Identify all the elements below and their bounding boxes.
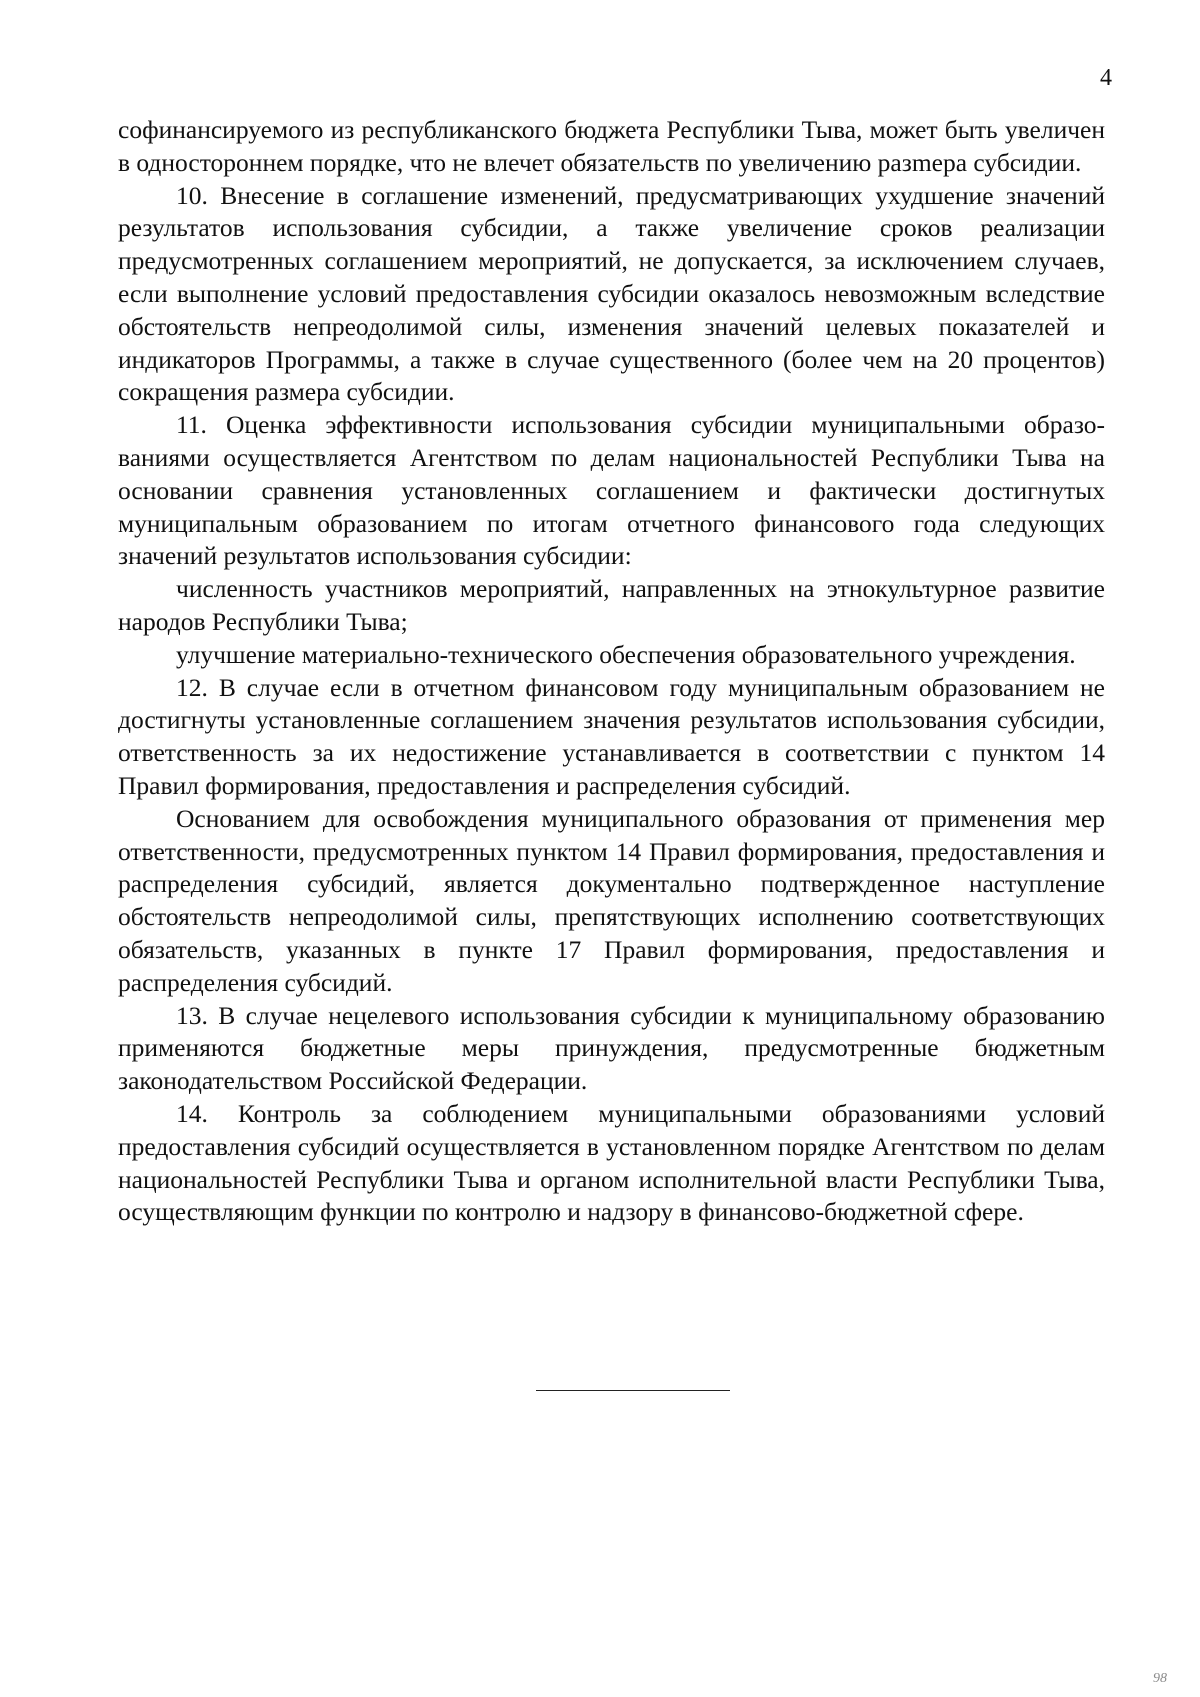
paragraph-13: 13. В случае нецелевого использования субсидии к муниципальному образованию применяются бюджетные меры принуждения, предусмотренные бюджетным законодательством Российской Федерации. bbox=[118, 1000, 1105, 1096]
paragraph-11-indicator-1: численность участников мероприятий, направленных на этнокультурное развитие народов Республики Тыва; bbox=[118, 574, 1105, 636]
paragraph-12-grounds: Основанием для освобождения муниципального образования от применения мер ответственности, предусмотренных пунктом 14 Правил формирования, предоставления и распределения субсидий, является документально подтвержденное наступление обстоятельств непреодолимой силы, препятствующих исполнению соответствующих обязательств, указанных в пункте 17 Правил формирования, предоставления и распределения субсидий. bbox=[118, 803, 1105, 997]
corner-handwritten-mark: 98 bbox=[1153, 1671, 1167, 1686]
paragraph-11: 11. Оценка эффективности использования субсидии муниципальными образованиями осуществляется Агентством по делам национальностей Республики Тыва на основании сравнения установленных соглашением и фактически достигнутых муниципальным образованием по итогам отчетного финансового года следующих значений результатов использования субсидии: bbox=[118, 410, 1105, 571]
page-number: 4 bbox=[1100, 65, 1112, 91]
end-of-text-divider bbox=[536, 1390, 730, 1391]
paragraph-continuation: софинансируемого из республиканского бюджета Республики Тыва, может быть увеличен в одностороннем порядке, что не влечет обязательств по увеличению разmера субсидии. bbox=[118, 115, 1105, 177]
paragraph-14: 14. Контроль за соблюдением муниципальными образованиями условий предоставления субсидий осуществляется в установленном порядке Агентством по делам национальностей Республики Тыва и органом исполнительной власти Республики Тыва, осуществляющим функции по контролю и надзору в финансово-бюджетной сфере. bbox=[118, 1098, 1105, 1227]
paragraph-10: 10. Внесение в соглашение изменений, предусматривающих ухудшение значений результатов использования субсидии, а также увеличение сроков реализации предусмотренных соглашением мероприятий, не допускается, за исключением случаев, если выполнение условий предоставления субсидии оказалось невозможным вследствие обстоятельств непреодолимой силы, изменения значений целевых показателей и индикаторов Программы, а также в случае существенного (более чем на 20 процентов) сокращения размера субсидии. bbox=[118, 180, 1105, 407]
document-body bbox=[118, 114, 1105, 1229]
paragraph-12: 12. В случае если в отчетном финансовом году муниципальным образованием не достигнуты установленные соглашением значения результатов использования субсидии, ответственность за их недостижение устанавливается в соответствии с пунктом 14 Правил формирования, предоставления и распределения субсидий. bbox=[118, 672, 1105, 800]
paragraph-11-indicator-2: улучшение материально-технического обеспечения образовательного учреждения. bbox=[176, 639, 1076, 669]
